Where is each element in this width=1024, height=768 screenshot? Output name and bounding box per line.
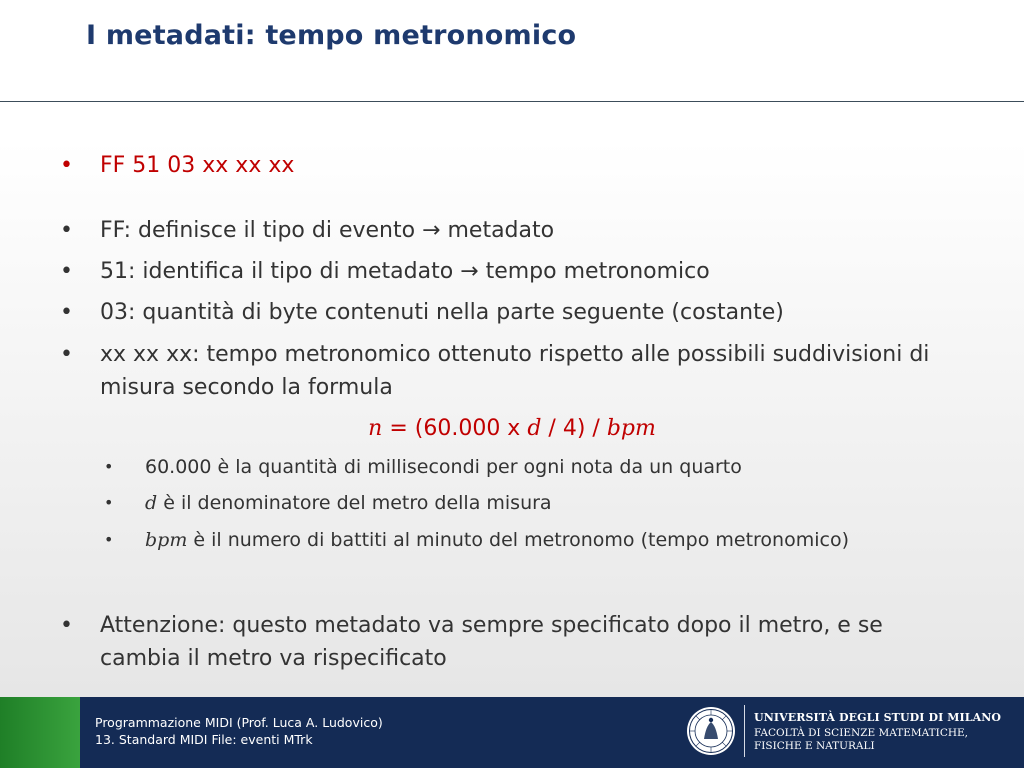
lesson-title: 13. Standard MIDI File: eventi MTrk — [95, 732, 313, 747]
faculty-name-line1: FACOLTÀ DI SCIENZE MATEMATICHE, — [754, 727, 969, 739]
university-seal-icon — [686, 706, 736, 756]
sub-bullet-text: 60.000 è la quantità di millisecondi per ogni nota da un quarto — [145, 456, 742, 478]
sub-bullet-var: bpm — [145, 529, 188, 551]
bullet-text: 03: quantità di byte contenuti nella parte seguente (costante) — [100, 300, 784, 325]
formula-part: / 4) / — [541, 416, 607, 441]
formula-part: = (60.000 x — [382, 416, 528, 441]
bullet-text: FF 51 03 xx xx xx — [100, 153, 295, 178]
bullet-text: xx xx xx: tempo metronomico ottenuto rispetto alle possibili suddivisioni di misura secondo la formula — [100, 342, 930, 400]
bullet-text: Attenzione: questo metadato va sempre specificato dopo il metro, e se cambia il metro va rispecificato — [100, 613, 883, 671]
slide-title: I metadati: tempo metronomico — [86, 20, 577, 51]
bullet-marker: • — [60, 218, 73, 243]
university-name: UNIVERSITÀ DEGLI STUDI DI MILANO — [754, 711, 1002, 724]
logo-separator — [744, 705, 745, 757]
tempo-formula — [0, 412, 1024, 445]
bullet-text: FF: definisce il tipo di evento → metadato — [100, 218, 555, 243]
faculty-name-line2: FISICHE E NATURALI — [754, 740, 875, 752]
bullet-marker: • — [60, 342, 73, 367]
bullet-marker: • — [60, 153, 73, 178]
bullet-marker: • — [60, 300, 73, 325]
slide-footer — [0, 697, 1024, 768]
bullet-marker: • — [60, 259, 73, 284]
formula-var-d: d — [527, 416, 542, 441]
bullet-marker: • — [60, 613, 73, 638]
sub-bullet-text: è il denominatore del metro della misura — [157, 492, 552, 514]
formula-var-n: n — [368, 416, 383, 441]
footer-accent-bar — [0, 697, 80, 768]
bullet-text: 51: identifica il tipo di metadato → tempo metronomico — [100, 259, 710, 284]
title-divider — [0, 101, 1024, 102]
sub-bullet-marker: • — [104, 457, 114, 476]
sub-bullet-marker: • — [104, 493, 114, 512]
course-title: Programmazione MIDI (Prof. Luca A. Ludovico) — [95, 715, 383, 730]
sub-bullet-text: è il numero di battiti al minuto del metronomo (tempo metronomico) — [187, 529, 849, 551]
sub-bullet-marker: • — [104, 530, 114, 549]
formula-var-bpm: bpm — [606, 416, 656, 441]
sub-bullet-var: d — [145, 492, 158, 514]
